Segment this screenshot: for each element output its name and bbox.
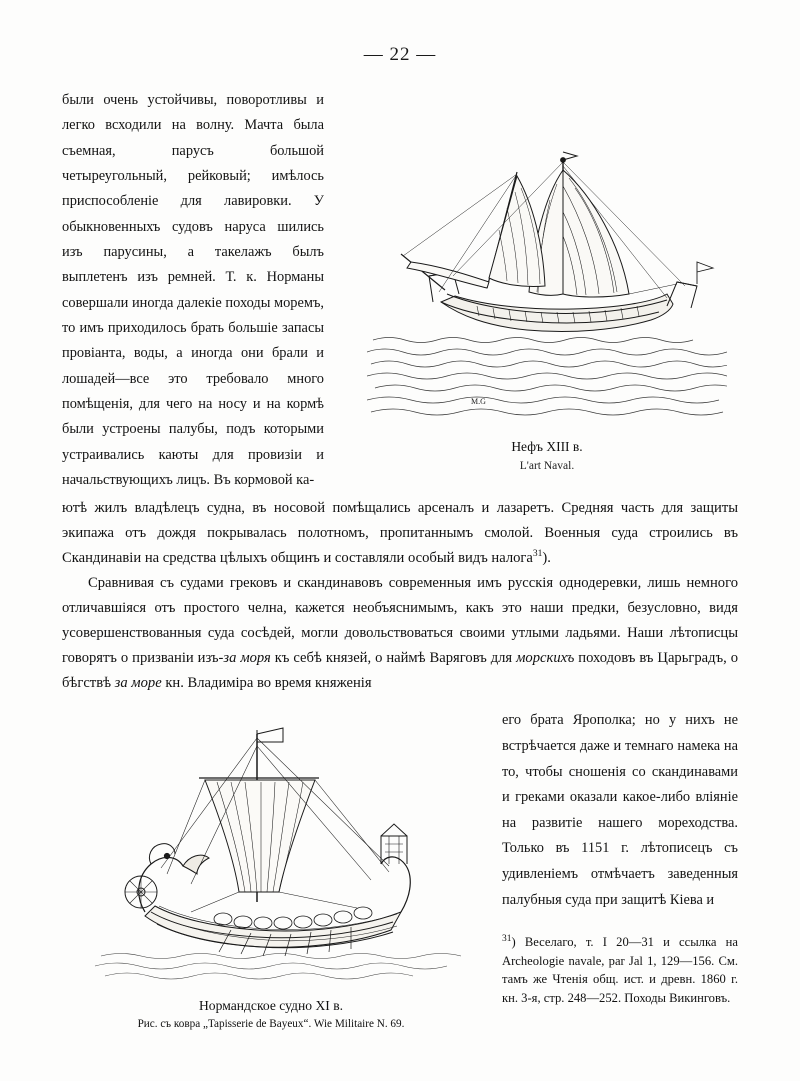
- norman-ship-illustration: [71, 716, 471, 984]
- bottom-section: [62, 708, 738, 1030]
- seg-4: походовъ въ Царьградъ, о бѣгствѣ: [62, 650, 739, 692]
- paragraph-left-column: были очень устойчивы, поворотливы и легко всходили на волну. Мачта была съемная, парусъ большой четыреугольный, рейковый; имѣлось приспособленіе для лавировки. У обыкновенныхъ судовъ наруса шились изъ парусины, а такелажъ былъ выплетенъ изъ ремней. Т. к. Норманы совершали иногда далекіе походы моремъ, то имъ приходилось брать большіе запасы провіанта, воды, а иногда они брали и лошадей—все это требовало много помѣщенія, для чего на носу и на кормѣ были устроены палубы, подъ которыми устраивались каюты для провизіи и начальствующихъ лицъ. Въ кормовой ка-: [62, 92, 325, 489]
- figure-nef-caption-source: L'art Naval.: [519, 459, 575, 472]
- footnote-marker-inline: 31: [532, 548, 543, 559]
- paragraph-continuation-tail: ).: [542, 549, 551, 566]
- seg-5-italic: за море: [114, 675, 162, 692]
- footnote-31: [502, 933, 738, 1007]
- page-number: — 22 —: [363, 44, 437, 65]
- figure-norman-caption-main: Нормандское судно XI в.: [198, 998, 344, 1014]
- figure-norman-ship-11th-century: [62, 708, 480, 1030]
- figure-nef-13th-century: [356, 88, 738, 473]
- figure-nef-caption-main: Нефъ XIII в.: [511, 439, 583, 454]
- seg-1-italic: за моря: [223, 650, 271, 667]
- body-text-full-width: [62, 496, 738, 697]
- footnote-text: ) Веселаго, т. I 20—31 и ссылка на Archeologie navale, par Jal 1, 129—156. См. тамъ же Чтенія общ. ист. и древн. 1860 г. кн. 3-я, стр. 248—252. Походы Викинговъ.: [502, 935, 738, 1005]
- figure-nef-caption: [356, 438, 738, 473]
- seg-0: Сравнивая съ судами грековъ и скандинавовъ современныя имъ русскія однодеревки, лишь немного отличавшіяся отъ простого челна, кажется необъяснимымъ, какъ это наши предки, безусловно, видя усовершенствованныя суда сосѣдей, могли довольствоваться своими утлыми ладьями. Наши лѣтописцы говорятъ о призваніи изъ-: [62, 574, 738, 667]
- body-text-right-column: [502, 708, 738, 1007]
- footnote-number: 31: [502, 934, 512, 945]
- paragraph-continuation-text: ютѣ жилъ владѣлецъ судна, въ носовой помѣщались арсеналъ и лазаретъ. Средняя часть для защиты экипажа отъ дождя покрывалась полотномъ, пропитаннымъ смолой. Военныя суда строились въ Скандинавіи на средства цѣлыхъ общинъ и составляли особый видъ налога: [62, 499, 738, 566]
- seg-6: кн. Владиміра во время княженія: [161, 675, 372, 692]
- paragraph-continuation: [62, 496, 738, 571]
- top-section: [62, 88, 738, 494]
- nef-ship-illustration: [367, 126, 727, 426]
- figure-norman-caption-source: Рис. съ ковра „Tapisserie de Bayeux“. Wie Militaire N. 69.: [137, 1018, 405, 1031]
- body-text-left-column: [62, 88, 324, 494]
- seg-2: къ себѣ князей, о наймѣ Варяговъ для: [270, 650, 517, 667]
- paragraph-right-column: его брата Ярополка; но у нихъ не встрѣчается даже и темнаго намека на то, чтобы сношенія со скандинавами и греками оказали какое-либо вліяніе на развитіе нашего мореходства. Только въ 1151 г. лѣтописецъ съ удивленіемъ отмѣчаетъ заведенныя палубныя суда при защитѣ Кіева и: [502, 712, 738, 908]
- figure-norman-caption: [62, 998, 480, 1030]
- seg-3-italic: морскихъ: [516, 650, 575, 667]
- paragraph-comparison: [62, 571, 738, 696]
- svg-text:M.G: M.G: [471, 397, 486, 406]
- page-content: [62, 88, 738, 1030]
